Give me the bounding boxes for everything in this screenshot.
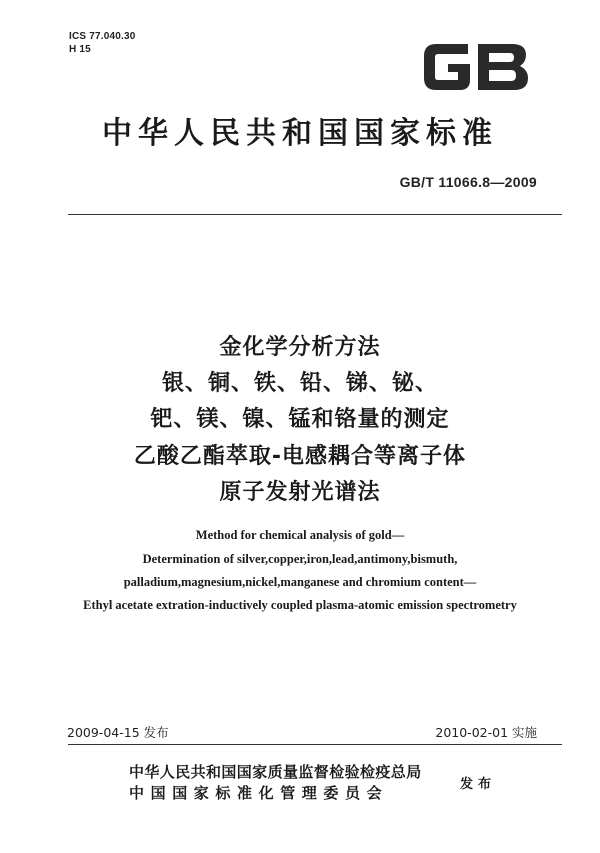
footer-divider: [68, 744, 562, 745]
implementation-date: 2010-02-01 实施: [435, 725, 537, 740]
issuer-aqsiq: 中华人民共和国国家质量监督检验检疫总局: [129, 763, 422, 781]
gb-logo-g: [424, 44, 470, 90]
standard-code: GB/T 11066.8—2009: [399, 174, 537, 190]
title-cn-line: 银、铜、铁、铅、锑、铋、: [161, 371, 438, 396]
title-en-line: Ethyl acetate extration-inductively coupled plasma-atomic emission spectrometry: [83, 598, 517, 612]
issuer-sac: 中国国家标准化管理委员会: [129, 784, 389, 802]
gb-logo-b: [478, 44, 528, 90]
national-standard-title: 中华人民共和国国家标准: [102, 116, 498, 151]
gb-logo: [420, 38, 532, 96]
ccs-code: H 15: [69, 44, 91, 55]
title-en-line: Determination of silver,copper,iron,lead,antimony,bismuth,: [142, 552, 458, 566]
header-divider: [68, 214, 562, 215]
publish-label: 发布: [460, 777, 497, 792]
issue-date: 2009-04-15 发布: [67, 725, 169, 740]
title-cn-line: 乙酸乙酯萃取-电感耦合等离子体: [133, 444, 467, 469]
title-en-line: Method for chemical analysis of gold—: [195, 528, 405, 542]
ics-code: ICS 77.040.30: [69, 31, 136, 42]
title-en-line: palladium,magnesium,nickel,manganese and chromium content—: [123, 575, 477, 589]
title-cn-line: 金化学分析方法: [219, 335, 381, 360]
title-cn-line: 钯、镁、镍、锰和铬量的测定: [150, 407, 450, 432]
title-cn-line: 原子发射光谱法: [219, 480, 381, 505]
